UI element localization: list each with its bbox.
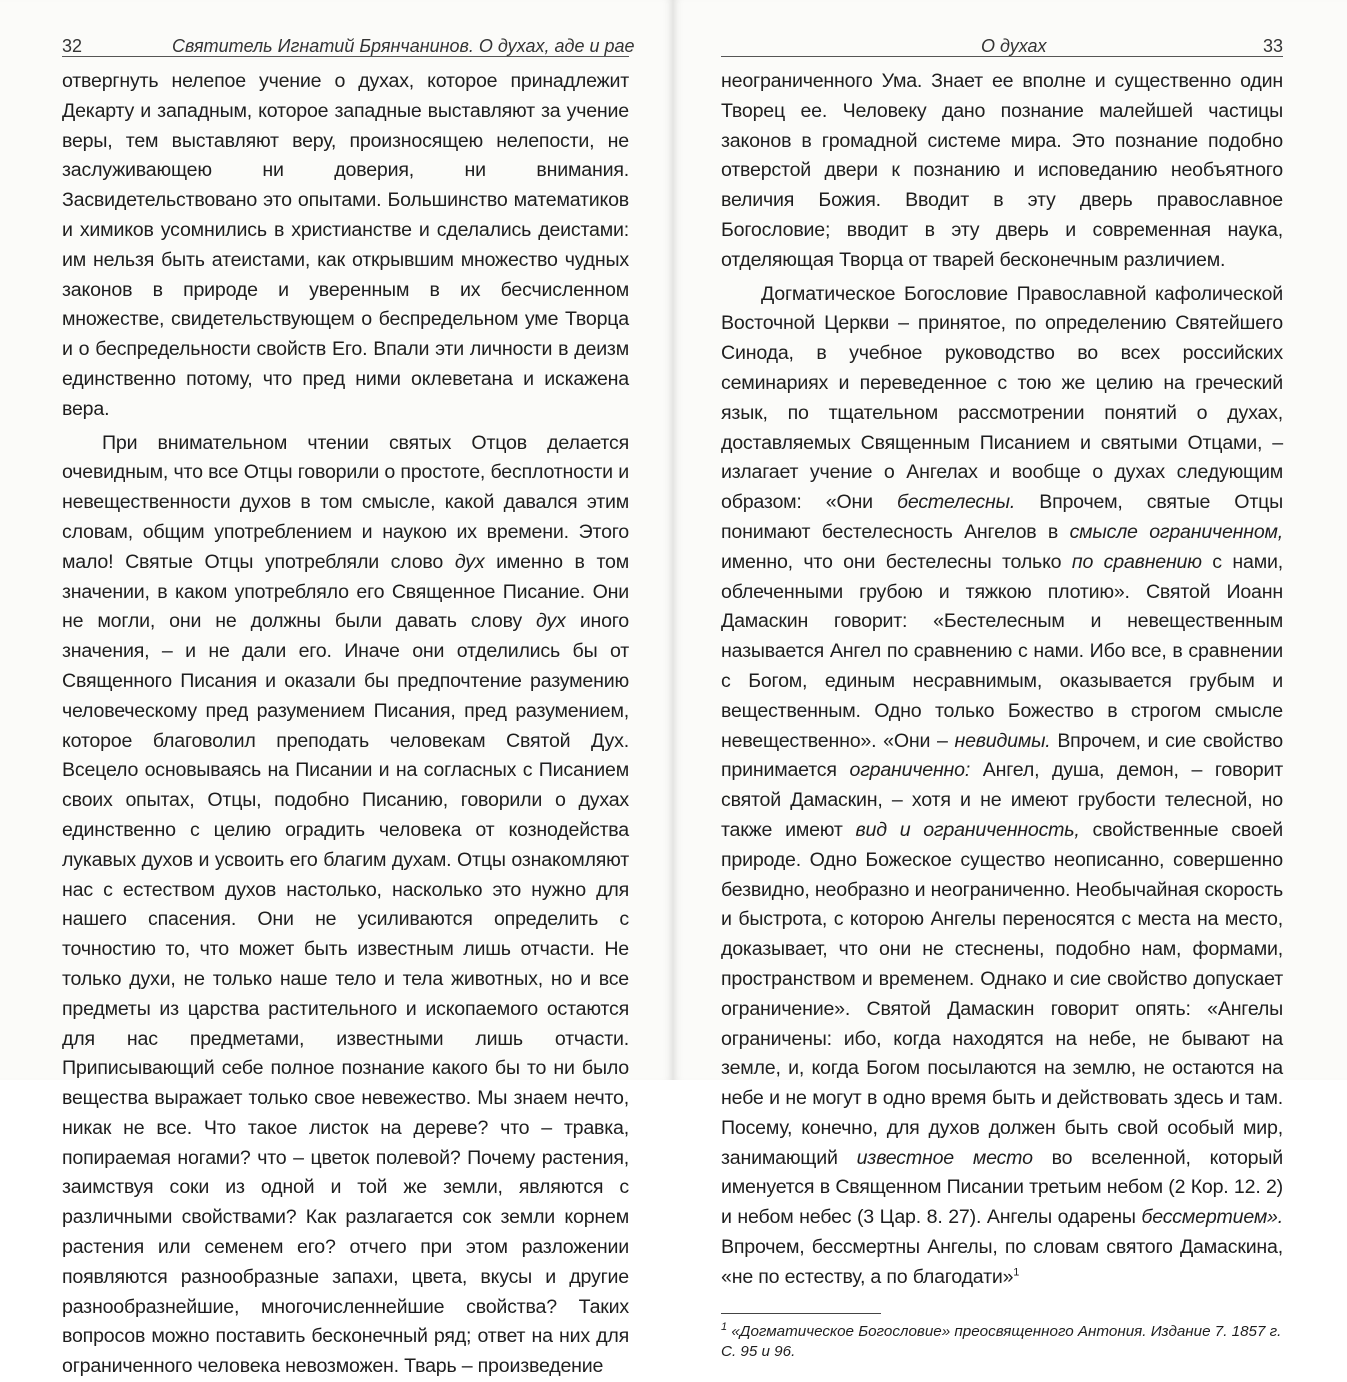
text-run: Ангел, душа, демон, – говорит святой Дамаскин, – хотя и не имеют грубости телесной, но также имеют: [721, 759, 1283, 841]
text-run: именно, что они бестелесны только: [721, 550, 1072, 573]
page-number: 33: [1262, 36, 1283, 56]
italic-term: по сравнению: [1071, 550, 1202, 573]
text-run: Впрочем, и сие свойство принимается: [721, 729, 1283, 782]
body-text: [721, 67, 1283, 1293]
text-run: во вселенной, который именуется в Священном Писании третьим небом (2 Кор. 12. 2) и небом небес (3 Цар. 8. 27). Ангелы одарены: [721, 1146, 1284, 1229]
right-page: [673, 0, 1347, 1360]
left-page: [0, 0, 673, 1378]
italic-term: бестелесны.: [897, 491, 1016, 514]
text-run: свойственные своей природе. Одно Божеское существо неописанно, совершенно безвидно, необразно и неограниченно. Необычайная скорость и быстрота, с которою Ангелы переносятся с места на место, доказывает, что они не стеснены, подобно нам, формами, пространством и временем. Однако и сие свойство допускает ограничение». Святой Дамаскин говорит опять: «Ангелы ограничены: ибо, когда находятся на небе, не бывают на земле, и, когда Богом посылаются на землю, не остаются на небе и не могут в одно время быть и действовать здесь и там. Посему, конечно, для духов должен быть свой особый мир, занимающий: [721, 818, 1283, 1169]
italic-term: дух: [536, 610, 566, 633]
running-head-title: О духах: [981, 36, 1047, 56]
body-text: [62, 67, 629, 1382]
running-head: [721, 0, 1283, 57]
footnote: [721, 1322, 1283, 1362]
running-head: [62, 0, 635, 57]
footnote-marker: 1: [721, 1320, 728, 1333]
text-run: именно в том значении, в каком употребляло его Священное Писание. Они не могли, они не должны были давать слову: [62, 550, 629, 633]
paragraph: неограниченного Ума. Знает ее вполне и существенно один Творец ее. Человеку дано познание малейшей частицы законов в громадной системе мира. Это познание подобно отверстой двери к познанию и исповеданию необъятного величия Божия. Вводит в эту дверь православное Богословие; вводит в эту дверь и современная наука, отделяющая Творца от тварей бесконечным различием.: [721, 70, 1283, 271]
italic-term: смысле ограниченном,: [1069, 520, 1283, 543]
italic-term: дух: [454, 550, 485, 573]
footnote-reference[interactable]: 1: [1013, 1266, 1020, 1279]
italic-term: ограниченно:: [849, 759, 971, 782]
page-number: 32: [62, 36, 83, 56]
paragraph: отвергнуть нелепое учение о духах, которое принадлежит Декарту и западным, которое западные выставляют за учение веры, тем выставляют веру, произносящею нелепости, не заслуживающею ни доверия, ни внимания. Засвидетельствовано это опытами. Большинство математиков и химиков усомнились в христианстве и сделались деистами: им нельзя быть атеистами, как открывшим множество чудных законов в природе и уверенным в их бесчисленном множестве, свидетельствующем о беспредельном уме Творца и о беспредельности свойств Его. Впали эти личности в деизм единственно потому, что пред ними оклеветана и искажена вера.: [62, 70, 629, 420]
italic-term: невидимы.: [954, 729, 1051, 752]
text-run: иного значения, – и не дали его. Иначе они отделились бы от Священного Писания и оказали бы предпочтение разумению человеческому пред разумением Писания, пред разумением, которое благоволил преподать человекам Святой Дух. Всецело основываясь на Писании и на согласных с Писанием своих опытах, Отцы, подобно Писанию, говорили о духах единственно с целию оградить человека от кознодейства лукавых духов и усвоить его благим духам. Отцы ознакомляют нас с естеством духов настолько, насколько это нужно для нашего спасения. Они не усиливаются определить с точностию то, что может быть известным лишь отчасти. Не только духи, не только наше тело и тела животных, но и все предметы из царства растительного и ископаемого остаются для нас предметами, известными лишь отчасти. Приписывающий себе полное познание какого бы то ни было вещества выражает только свое невежество. Мы знаем нечто, никак не все. Что такое листок на дереве? что – травка, попираемая ногами? что – цветок полевой? Почему растения, заимствуя соки из одной и той же земли, являются с различными свойствами? Как разлагается сок земли корнем растения или семенем его? отчего при этом разложении появляются разнообразные запахи, цвета, вкусы и другие разнообразнейшие, многочисленнейшие свойства? Таких вопросов можно поставить бесконечный ряд; ответ на них для ограниченного человека невозможен. Тварь – произведение: [62, 610, 629, 1378]
text-run: При внимательном чтении святых Отцов делается очевидным, что все Отцы говорили о простоте, бесплотности и невещественности духов в том смысле, какой давался этим словам, общим употреблением и наукою их времени. Этого мало! Святые Отцы употребляли слово: [62, 431, 629, 573]
footnote-divider: [721, 1313, 881, 1314]
italic-term: вид и ограниченность,: [855, 818, 1080, 841]
text-run: Догматическое Богословие Православной кафолической Восточной Церкви – принятое, по определению Святейшего Синода, в учебное руководство во всех российских семинариях и переведенное с тою же целию на греческий язык, по тщательном рассмотрении понятий о духах, доставляемых Священным Писанием и святыми Отцами, – излагает учение о Ангелах и вообще о духах следующим образом: «Они: [721, 282, 1283, 514]
text-run: Впрочем, святые Отцы понимают бестелесность Ангелов в: [721, 491, 1283, 543]
italic-term: известное место: [856, 1146, 1033, 1169]
text-run: с нами, облеченными грубою и тяжкою плотию». Святой Иоанн Дамаскин говорит: «Бестелесным и невещественным называется Ангел по сравнению с нами. Ибо все, в сравнении с Богом, единым несравнимым, оказывается грубым и вещественным. Одно только Божество в строгом смысле невещественно». «Они –: [721, 550, 1283, 752]
footnote-text: «Догматическое Богословие» преосвященного Антония. Издание 7. 1857 г. С. 95 и 96.: [721, 1322, 1282, 1360]
italic-term: бессмертием».: [1141, 1206, 1283, 1229]
text-run: Впрочем, бессмертны Ангелы, по словам святого Дамаскина, «не по естеству, а по благодати»: [721, 1236, 1283, 1288]
running-head-title: Святитель Игнатий Брянчанинов. О духах, аде и рае: [172, 36, 635, 56]
paragraph: [721, 280, 1283, 1293]
paragraph: [62, 429, 629, 1382]
